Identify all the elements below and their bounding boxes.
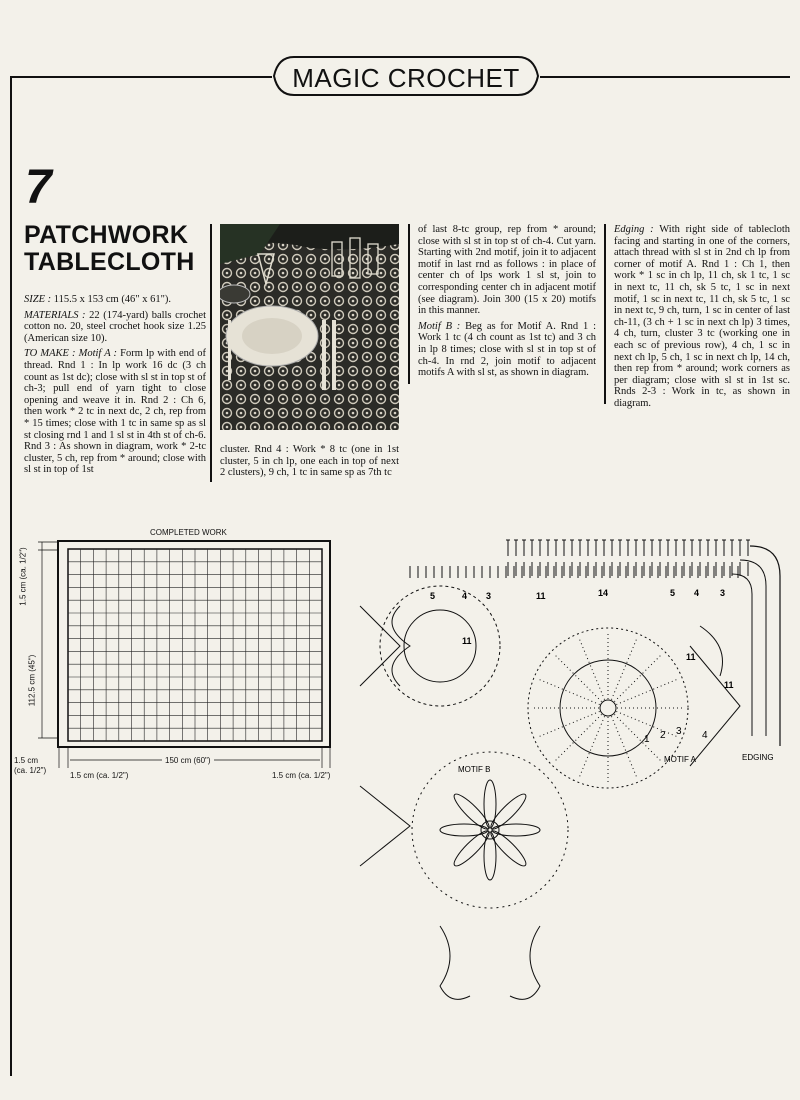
motif-a-corner bbox=[380, 586, 500, 706]
chain-count-11c: 11 bbox=[686, 652, 696, 662]
instructions-column-1 bbox=[24, 294, 206, 480]
motif-b-label-diagram: MOTIF B bbox=[458, 765, 491, 774]
tablecloth-photo bbox=[220, 224, 399, 430]
dim-corner-line1: 1.5 cm bbox=[14, 756, 39, 765]
motif-b bbox=[412, 752, 568, 908]
dim-width: 150 cm (60") bbox=[162, 756, 214, 765]
edging-label-diagram: EDGING bbox=[742, 753, 774, 762]
dim-height: 112.5 cm (45") bbox=[27, 654, 37, 707]
edging-text: With right side of tablecloth facing and starting in one of the corners, attach thread with sl st in 2nd ch lp from corner of motif A. Rnd 1 : Ch 1, then work * 1 sc in ch lp, 11 ch, sk 1 tc, 1 sc in next tc, 11 ch, sk 5 tc, 1 sc in next motif, 1 sc in next tc, 11 ch, sk 5 tc, 1 sc in next tc, 9 ch, turn, 1 sc in center of last ch-11, (3 ch + 1 sc in next ch lp) 3 times, 4 ch, turn, cluster 3 tc (working one in each sc of previous row), 4 ch, 1 sc in next ch lp, 5 ch, 1 sc in next ch lp, 14 ch, then rep from * around; work corners as per diagram; close with sl st in 1st sc. Rnds 2-3 : Work in tc, as shown in diagram. bbox=[614, 224, 791, 409]
magazine-banner bbox=[272, 55, 540, 97]
size-label: SIZE : bbox=[24, 294, 52, 305]
chain-count-11a: 11 bbox=[536, 591, 546, 601]
chain-count-3b: 3 bbox=[720, 588, 726, 598]
instructions-column-3 bbox=[418, 224, 596, 383]
motif-a-upper bbox=[528, 628, 688, 788]
dim-bottom-right: 1.5 cm (ca. 1/2") bbox=[272, 771, 331, 780]
column-2-text: cluster. Rnd 4 : Work * 8 tc (one in 1st cluster, 5 in ch lp, one each in top of next 2 clusters), 9 ch, 1 tc in same sp as 7th tc bbox=[220, 444, 399, 479]
chain-count-5b: 5 bbox=[670, 588, 676, 598]
instructions-column-4 bbox=[614, 224, 790, 414]
page-frame-left-rule bbox=[10, 76, 12, 1076]
dim-corner-line2: (ca. 1/2") bbox=[14, 766, 47, 775]
materials-text: 22 (174-yard) balls crochet cotton no. 20, steel crochet hook size 1.25 (American size 10). bbox=[24, 309, 207, 344]
motif-b-label: Motif B : bbox=[418, 320, 461, 332]
completed-work-diagram bbox=[30, 538, 350, 783]
edging-label: Edging : bbox=[614, 224, 654, 235]
round-number-1: 1 bbox=[644, 734, 650, 745]
to-make-label: TO MAKE : Motif A : bbox=[24, 348, 118, 360]
to-make-text: Form lp with end of thread. Rnd 1 : In lp work 16 dc (3 ch count as 1st dc); close with sl st in top st of ch-3; pull end of yarn tight to close opening and weave it in. Rnd 2 : Ch 6, then work * 2 tc in next dc, 2 ch, rep from * 15 times; close with 1 tc in same sp as sl st closing rnd 1 and 1 sl st in 4th st of ch-6. Rnd 3 : As shown in diagram, work * 2-tc cluster, 5 ch, rep from * around; close with sl st in top of 1st bbox=[24, 348, 206, 476]
article-title-line2: TABLECLOTH bbox=[24, 248, 195, 276]
chain-count-11d: 11 bbox=[724, 680, 734, 690]
round-number-4: 4 bbox=[702, 730, 708, 741]
column-rule-2 bbox=[408, 224, 410, 384]
stitch-diagram bbox=[340, 536, 800, 1016]
tablecloth-photo-art bbox=[220, 224, 399, 430]
chain-count-11b: 11 bbox=[462, 636, 472, 646]
column-rule-1 bbox=[210, 224, 212, 482]
chain-count-3a: 3 bbox=[486, 591, 492, 601]
chain-count-4a: 4 bbox=[462, 591, 468, 601]
chain-count-4b: 4 bbox=[694, 588, 700, 598]
chain-count-14: 14 bbox=[598, 588, 609, 598]
completed-work-title: COMPLETED WORK bbox=[150, 528, 227, 537]
round-number-3: 3 bbox=[676, 726, 682, 737]
size-text: 115.5 x 153 cm (46" x 61"). bbox=[51, 294, 172, 305]
dim-bottom-left: 1.5 cm (ca. 1/2") bbox=[70, 771, 129, 780]
materials-label: MATERIALS : bbox=[24, 309, 86, 321]
article-title bbox=[24, 222, 195, 276]
motif-a-label-diagram: MOTIF A bbox=[664, 755, 696, 764]
motif-grid bbox=[68, 549, 322, 741]
column-3-text: of last 8-tc group, rep from * around; close with sl st in top st of ch-4. Cut yarn. Starting with 2nd motif, join it to adjacent motif in last rnd as follows : in place of center ch of lps work 1 sl st, join to corresponding center ch in adjacent motif (see diagram). Join 300 (15 x 20) motifs in this manner. bbox=[418, 224, 596, 317]
dim-top-left: 1.5 cm (ca. 1/2") bbox=[18, 547, 28, 606]
round-number-2: 2 bbox=[660, 730, 666, 741]
article-title-line1: PATCHWORK bbox=[24, 221, 189, 249]
motif-b-text: Beg as for Motif A. Rnd 1 : Work 1 tc (4 ch count as 1st tc) and 3 ch in lp 8 times; close with sl st in top st of ch-4. In rnd 2, join motif to adjacent motifs A with sl st, as shown in diagram. bbox=[418, 320, 596, 379]
instructions-column-2 bbox=[220, 444, 399, 483]
column-rule-3 bbox=[604, 224, 606, 404]
magazine-title: MAGIC CROCHET bbox=[292, 63, 520, 93]
dim-corner bbox=[14, 756, 46, 776]
edging-stitches bbox=[410, 540, 750, 578]
chain-count-5a: 5 bbox=[430, 591, 436, 601]
article-number: 7 bbox=[25, 161, 52, 214]
